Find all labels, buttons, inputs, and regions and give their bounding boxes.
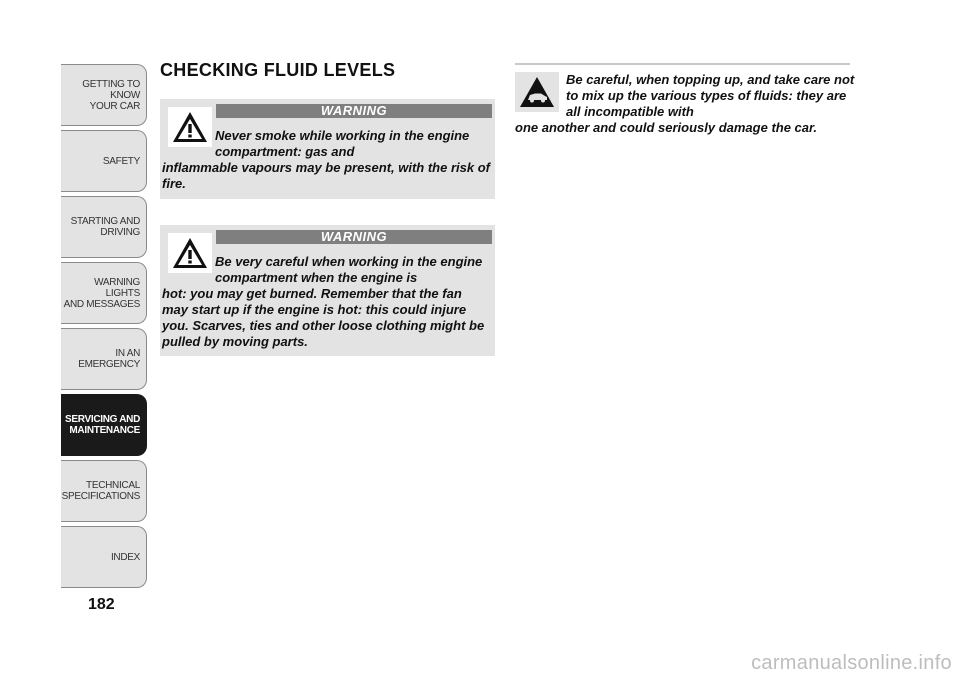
watermark: carmanualsonline.info bbox=[751, 652, 952, 674]
warning-text-lead: Never smoke while working in the engine compartment: gas and bbox=[215, 128, 470, 159]
fluid-text-rest: one another and could seriously damage the car. bbox=[515, 120, 817, 135]
page-title: CHECKING FLUID LEVELS bbox=[160, 60, 396, 80]
tab-index[interactable] bbox=[61, 526, 147, 588]
warning-text bbox=[160, 128, 490, 192]
warning-text-lead: Be very careful when working in the engine compartment when the engine is bbox=[215, 254, 483, 285]
tab-warning-lights[interactable] bbox=[61, 262, 147, 324]
tab-getting-to-know[interactable] bbox=[61, 64, 147, 126]
warning-box bbox=[160, 99, 495, 199]
warning-header: WARNING bbox=[216, 230, 492, 244]
tab-servicing-maintenance[interactable] bbox=[61, 394, 147, 456]
warning-text-rest: inflammable vapours may be present, with the risk of fire. bbox=[162, 160, 490, 191]
tab-emergency[interactable] bbox=[61, 328, 147, 390]
tab-label: STARTING AND DRIVING bbox=[70, 216, 140, 238]
column-rule bbox=[515, 63, 850, 65]
tab-label: SERVICING AND MAINTENANCE bbox=[64, 414, 140, 436]
tab-label: IN AN EMERGENCY bbox=[78, 348, 140, 370]
tab-label: SAFETY bbox=[102, 155, 140, 167]
page-number: 182 bbox=[88, 596, 115, 613]
warning-box bbox=[160, 225, 495, 356]
tab-label: WARNING LIGHTS AND MESSAGES bbox=[63, 276, 140, 310]
warning-header: WARNING bbox=[216, 104, 492, 118]
tab-label: TECHNICAL SPECIFICATIONS bbox=[61, 480, 140, 502]
tab-safety[interactable] bbox=[61, 130, 147, 192]
fluid-caution-text bbox=[515, 72, 855, 136]
warning-text-rest: hot: you may get burned. Remember that the fan may start up if the engine is hot: this could injure you. Scarves, ties and other loose clothing might be pulled by moving parts. bbox=[162, 286, 485, 349]
warning-text bbox=[160, 254, 490, 350]
tab-label: INDEX bbox=[110, 551, 140, 563]
tab-label: GETTING TO KNOW YOUR CAR bbox=[82, 78, 140, 112]
tab-starting-driving[interactable] bbox=[61, 196, 147, 258]
fluid-text-lead: Be careful, when topping up, and take care not to mix up the various types of fluids: they are all incompatible with bbox=[566, 72, 855, 119]
tab-technical-specs[interactable] bbox=[61, 460, 147, 522]
